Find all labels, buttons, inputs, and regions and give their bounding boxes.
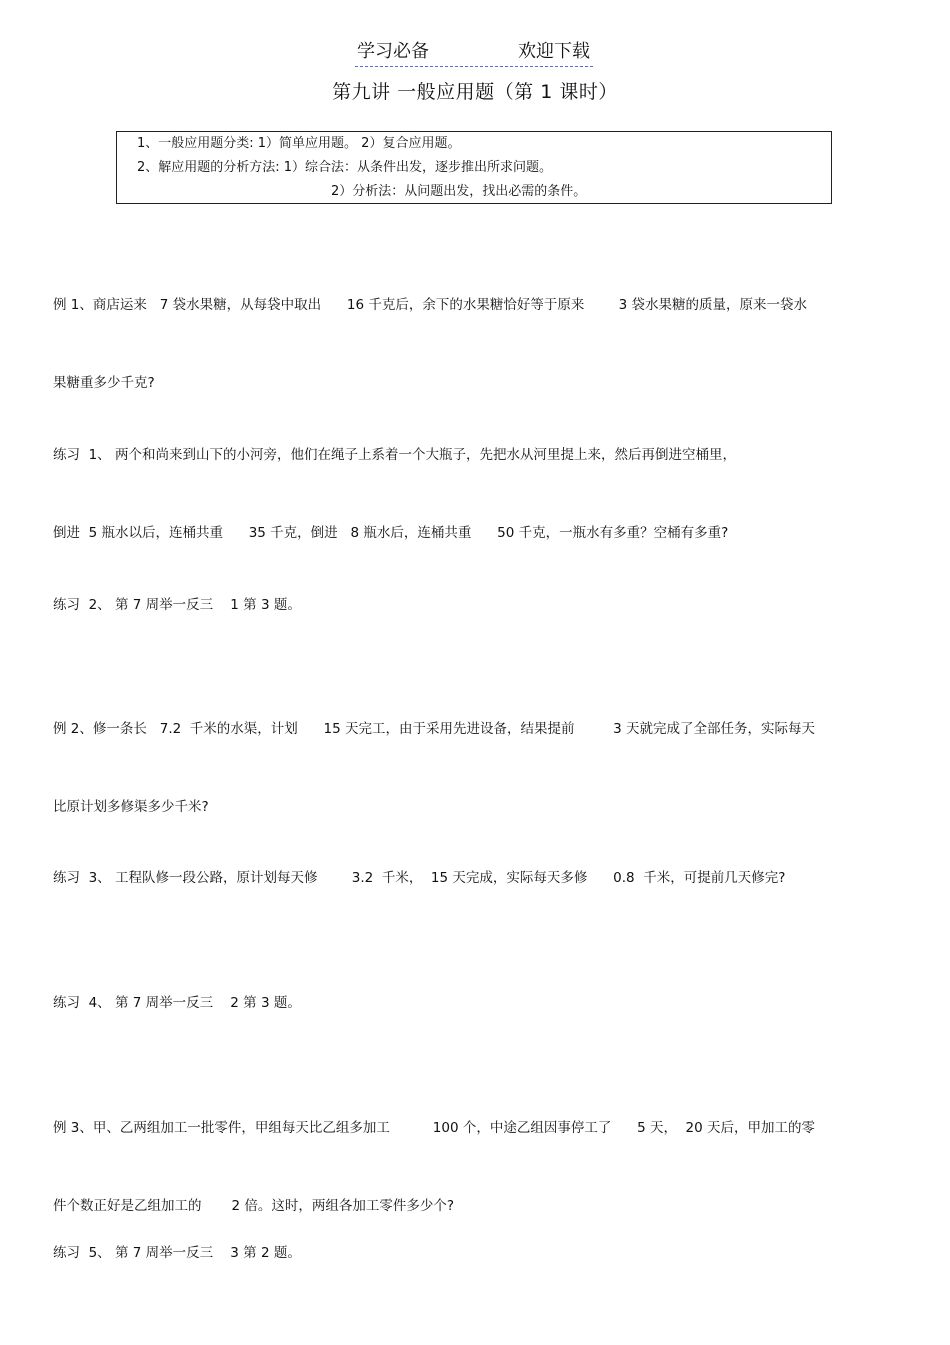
question-line: 练习 3、 工程队修一段公路，原计划每天修 3.2 千米， 15 天完成，实际每天多修 0.8 千米，可提前几天修完? [53, 870, 786, 886]
question-line: 比原计划多修渠多少千米? [53, 799, 209, 815]
summary-line-analysis: 2）分析法：从问题出发，找出必需的条件。 [331, 184, 587, 199]
page-header [355, 38, 593, 67]
exercise-3 [53, 813, 883, 917]
header-left-text: 学习必备 [357, 41, 429, 62]
question-line: 练习 4、 第 7 周举一反三 2 第 3 题。 [53, 995, 301, 1011]
exercise-4 [53, 938, 883, 1042]
page-title: 第九讲 一般应用题（第 1 课时） [332, 81, 618, 103]
question-line: 倒进 5 瓶水以后，连桶共重 35 千克，倒进 8 瓶水后，连桶共重 50 千克，一瓶水有多重？空桶有多重? [53, 525, 729, 541]
exercise-2 [53, 540, 883, 644]
summary-line-classification: 1、一般应用题分类: 1）简单应用题。 2）复合应用题。 [137, 136, 461, 151]
question-line: 件个数正好是乙组加工的 2 倍。这时，两组各加工零件多少个? [53, 1198, 455, 1214]
exercise-5 [53, 1188, 883, 1292]
question-line: 果糖重多少千克? [53, 375, 155, 391]
question-line: 例 2、修一条长 7.2 千米的水渠，计划 15 天完工，由于采用先进设备，结果提前 3 天就完成了全部任务，实际每天 [53, 721, 816, 737]
question-line: 练习 2、 第 7 周举一反三 1 第 3 题。 [53, 597, 301, 613]
question-line: 练习 1、 两个和尚来到山下的小河旁，他们在绳子上系着一个大瓶子，先把水从河里提上来，然后再倒进空桶里， [53, 447, 736, 463]
header-right-text: 欢迎下载 [518, 41, 590, 62]
question-line: 例 1、商店运来 7 袋水果糖，从每袋中取出 16 千克后，余下的水果糖恰好等于原来 3 袋水果糖的质量，原来一袋水 [53, 297, 808, 313]
question-line: 例 3、甲、乙两组加工一批零件，甲组每天比乙组多加工 100 个，中途乙组因事停工了 5 天， 20 天后，甲加工的零 [53, 1120, 816, 1136]
summary-line-methods: 2、解应用题的分析方法: 1）综合法：从条件出发，逐步推出所求问题。 [137, 160, 553, 175]
summary-box [116, 131, 832, 204]
question-line: 练习 5、 第 7 周举一反三 3 第 2 题。 [53, 1245, 301, 1261]
